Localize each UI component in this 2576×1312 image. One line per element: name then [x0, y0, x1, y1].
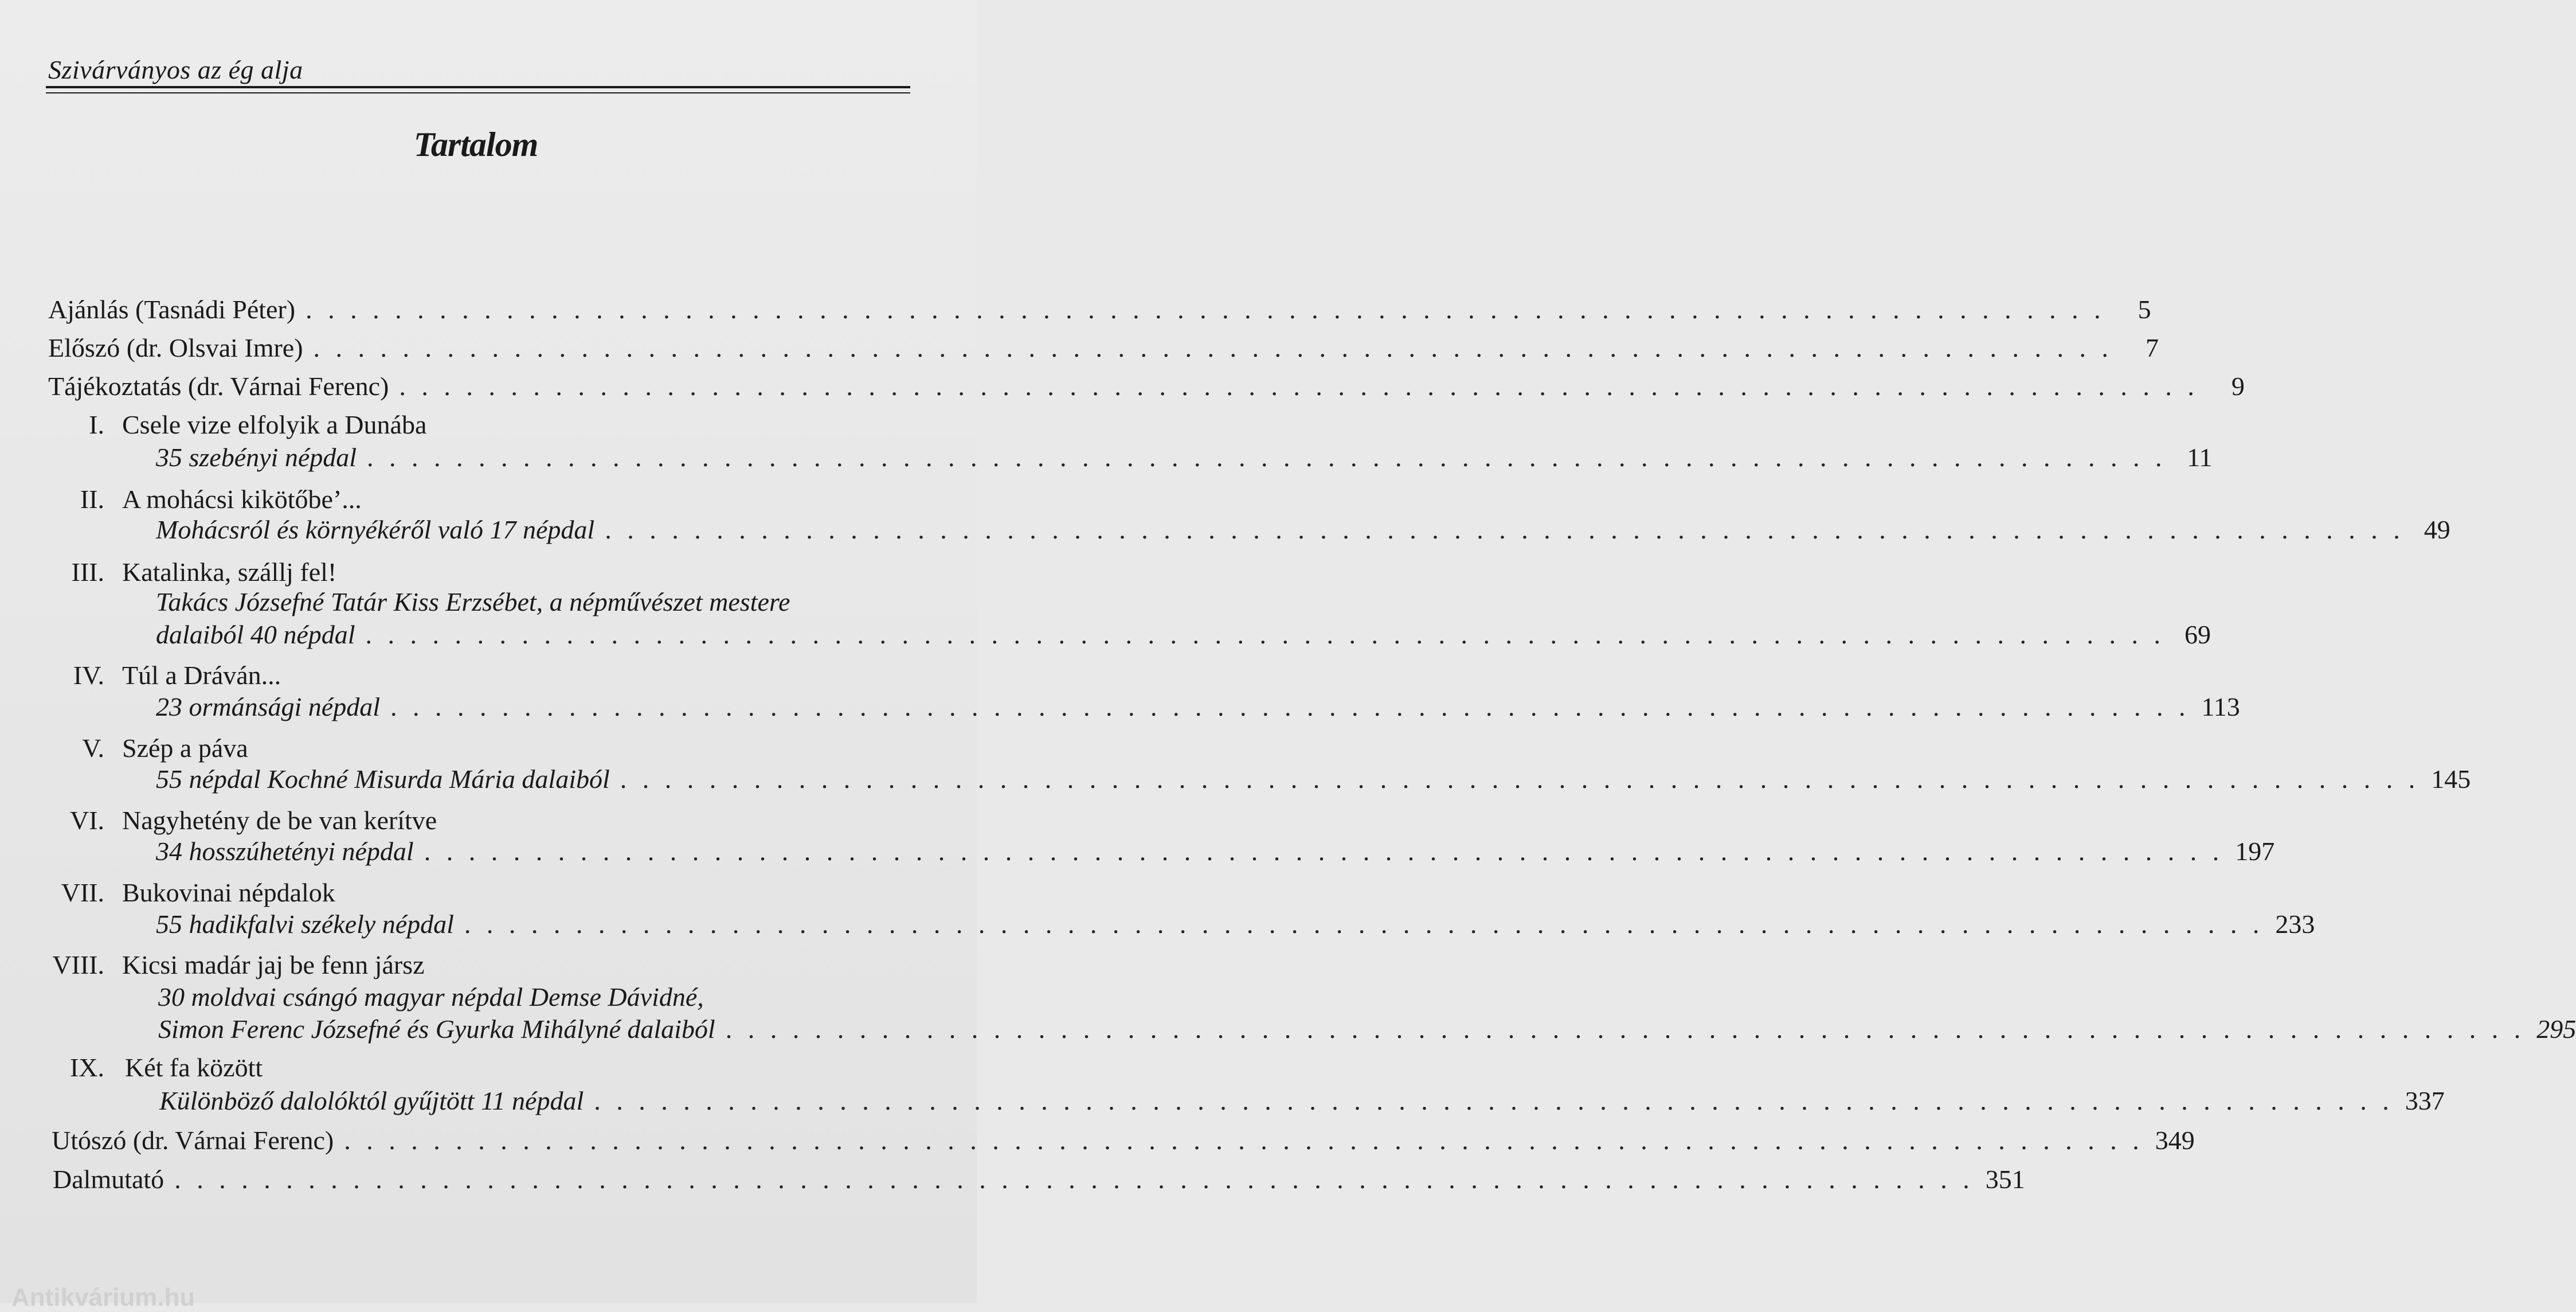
- chapter-subtitle: 55 népdal Kochné Misurda Mária dalaiból: [156, 764, 610, 794]
- toc-entry-tajekoztatas[interactable]: [48, 370, 2245, 403]
- page-number: 233: [2275, 909, 2315, 939]
- dot-leader: . . . . . . . . . . . . . . . . . . . . . . . . . . . . . . . . . . . . . . . . . . . . . . . . . . . . . . . . . . . . . . . . . . . . . . . . . . . . . . . . .: [390, 692, 2190, 721]
- chapter-numeral: IV.: [73, 661, 104, 690]
- page-number: 145: [2431, 764, 2471, 794]
- header-rule-thick: [46, 86, 910, 88]
- toc-entry-dalmutato[interactable]: [53, 1163, 2025, 1196]
- dot-leader: . . . . . . . . . . . . . . . . . . . . . . . . . . . . . . . . . . . . . . . . . . . . . . . . . . . . . . . . . . . . . . . . . . . . . . . . . . . . . . . . .: [605, 515, 2405, 544]
- chapter-numeral: IX.: [69, 1053, 104, 1082]
- toc-entry-text: Előszó (dr. Olsvai Imre): [48, 333, 303, 362]
- dot-leader: . . . . . . . . . . . . . . . . . . . . . . . . . . . . . . . . . . . . . . . . . . . . . . . . . . . . . . . . . . . . . . . . . . . . . . . . . . . . . . . . .: [424, 837, 2224, 866]
- chapter-title[interactable]: Kicsi madár jaj be fenn jársz: [122, 950, 425, 979]
- chapter-title[interactable]: Bukovinai népdalok: [122, 878, 335, 907]
- dot-leader: . . . . . . . . . . . . . . . . . . . . . . . . . . . . . . . . . . . . . . . . . . . . . . . . . . . . . . . . . . . . . . . . . . . . . . . . . . . . . . . . .: [620, 764, 2420, 794]
- page-number: 349: [2155, 1126, 2195, 1155]
- chapter-title[interactable]: Csele vize elfolyik a Dunába: [122, 410, 427, 439]
- chapter-subtitle: 55 hadikfalvi székely népdal: [156, 909, 454, 939]
- toc-entry-ch8[interactable]: [158, 1013, 2576, 1045]
- toc-entry-text: Dalmutató: [53, 1165, 165, 1194]
- toc-entry-ch5[interactable]: [156, 763, 2471, 795]
- toc-entry-text: Ajánlás (Tasnádi Péter): [48, 295, 296, 324]
- chapter-numeral: II.: [80, 485, 104, 514]
- page-number: 69: [2184, 620, 2211, 649]
- chapter-numeral: V.: [82, 733, 104, 763]
- page-number: 49: [2424, 515, 2450, 544]
- chapter-title[interactable]: A mohácsi kikötőbe’...: [122, 485, 362, 514]
- chapter-title[interactable]: Katalinka, szállj fel!: [122, 557, 337, 587]
- dot-leader: . . . . . . . . . . . . . . . . . . . . . . . . . . . . . . . . . . . . . . . . . . . . . . . . . . . . . . . . . . . . . . . . . . . . . . . . . . . . . . . . .: [399, 372, 2199, 401]
- page-number: 351: [1985, 1165, 2025, 1194]
- toc-entry-ch9[interactable]: [159, 1085, 2445, 1117]
- dot-leader: . . . . . . . . . . . . . . . . . . . . . . . . . . . . . . . . . . . . . . . . . . . . . . . . . . . . . . . . . . . . . . . . . . . . . . . . . . . . . . . . .: [344, 1126, 2144, 1155]
- page-number: 337: [2405, 1086, 2445, 1115]
- toc-entry-ch3[interactable]: [156, 619, 2211, 651]
- dot-leader: . . . . . . . . . . . . . . . . . . . . . . . . . . . . . . . . . . . . . . . . . . . . . . . . . . . . . . . . . . . . . . . . . . . . . . . . . . . . . . . . .: [725, 1014, 2526, 1044]
- chapter-subtitle: 23 ormánsági népdal: [156, 692, 380, 721]
- page-number: 7: [2146, 333, 2159, 362]
- page-title: Tartalom: [413, 126, 538, 163]
- chapter-subtitle: 35 szebényi népdal: [156, 443, 357, 472]
- toc-entry-text: Utószó (dr. Várnai Ferenc): [52, 1126, 334, 1155]
- toc-entry-text: Tájékoztatás (dr. Várnai Ferenc): [48, 372, 389, 401]
- chapter-title[interactable]: Túl a Dráván...: [122, 661, 281, 690]
- page-number: 5: [2137, 295, 2151, 324]
- dot-leader: . . . . . . . . . . . . . . . . . . . . . . . . . . . . . . . . . . . . . . . . . . . . . . . . . . . . . . . . . . . . . . . . . . . . . . . . . . . . . . . . .: [306, 295, 2105, 324]
- chapter-subtitle: 30 moldvai csángó magyar népdal Demse Dávidné,: [158, 982, 704, 1012]
- dot-leader: . . . . . . . . . . . . . . . . . . . . . . . . . . . . . . . . . . . . . . . . . . . . . . . . . . . . . . . . . . . . . . . . . . . . . . . . . . . . . . . . .: [365, 620, 2166, 649]
- dot-leader: . . . . . . . . . . . . . . . . . . . . . . . . . . . . . . . . . . . . . . . . . . . . . . . . . . . . . . . . . . . . . . . . . . . . . . . . . . . . . . . . .: [594, 1086, 2394, 1115]
- chapter-subtitle: Simon Ferenc Józsefné és Gyurka Mihályné dalaiból: [158, 1014, 715, 1044]
- chapter-title[interactable]: Két fa között: [125, 1053, 263, 1082]
- chapter-subtitle: 34 hosszúhetényi népdal: [156, 837, 414, 866]
- toc-entry-eloszo[interactable]: [48, 332, 2159, 364]
- page-number: 295: [2536, 1014, 2576, 1044]
- header-rule-thin: [46, 92, 910, 93]
- chapter-subtitle: Takács Józsefné Tatár Kiss Erzsébet, a népművészet mestere: [156, 587, 790, 616]
- page-number: 9: [2231, 372, 2245, 401]
- chapter-subtitle: Mohácsról és környékéről való 17 népdal: [156, 515, 595, 544]
- chapter-numeral: I.: [89, 410, 104, 439]
- chapter-subtitle: Különböző dalolóktól gyűjtött 11 népdal: [159, 1086, 584, 1115]
- toc-entry-utoszo[interactable]: [52, 1124, 2195, 1157]
- dot-leader: . . . . . . . . . . . . . . . . . . . . . . . . . . . . . . . . . . . . . . . . . . . . . . . . . . . . . . . . . . . . . . . . . . . . . . . . . . . . . . . . .: [174, 1165, 1974, 1194]
- toc-entry-ch1[interactable]: [156, 442, 2213, 474]
- chapter-numeral: VIII.: [52, 950, 104, 979]
- page-number: 113: [2201, 692, 2240, 721]
- running-header: Szivárványos az ég alja: [48, 55, 303, 84]
- dot-leader: . . . . . . . . . . . . . . . . . . . . . . . . . . . . . . . . . . . . . . . . . . . . . . . . . . . . . . . . . . . . . . . . . . . . . . . . . . . . . . . . .: [464, 909, 2264, 939]
- toc-entry-ch7[interactable]: [156, 908, 2315, 940]
- chapter-subtitle: dalaiból 40 népdal: [156, 620, 355, 649]
- page-number: 11: [2187, 443, 2213, 472]
- chapter-numeral: VII.: [61, 878, 104, 907]
- chapter-numeral: VI.: [69, 806, 104, 835]
- footer-watermark: Antikvárium.hu: [11, 1283, 195, 1311]
- chapter-title[interactable]: Szép a páva: [122, 733, 248, 763]
- toc-entry-ch2[interactable]: [156, 514, 2450, 546]
- dot-leader: . . . . . . . . . . . . . . . . . . . . . . . . . . . . . . . . . . . . . . . . . . . . . . . . . . . . . . . . . . . . . . . . . . . . . . . . . . . . . . . . .: [367, 443, 2167, 472]
- toc-entry-ajanlas[interactable]: [48, 294, 2151, 326]
- dot-leader: . . . . . . . . . . . . . . . . . . . . . . . . . . . . . . . . . . . . . . . . . . . . . . . . . . . . . . . . . . . . . . . . . . . . . . . . . . . . . . . . .: [313, 333, 2113, 362]
- toc-entry-ch6[interactable]: [156, 835, 2275, 868]
- chapter-title[interactable]: Nagyhetény de be van kerítve: [122, 806, 437, 835]
- toc-entry-ch4[interactable]: [156, 691, 2240, 723]
- page-number: 197: [2235, 837, 2275, 866]
- chapter-numeral: III.: [71, 557, 104, 587]
